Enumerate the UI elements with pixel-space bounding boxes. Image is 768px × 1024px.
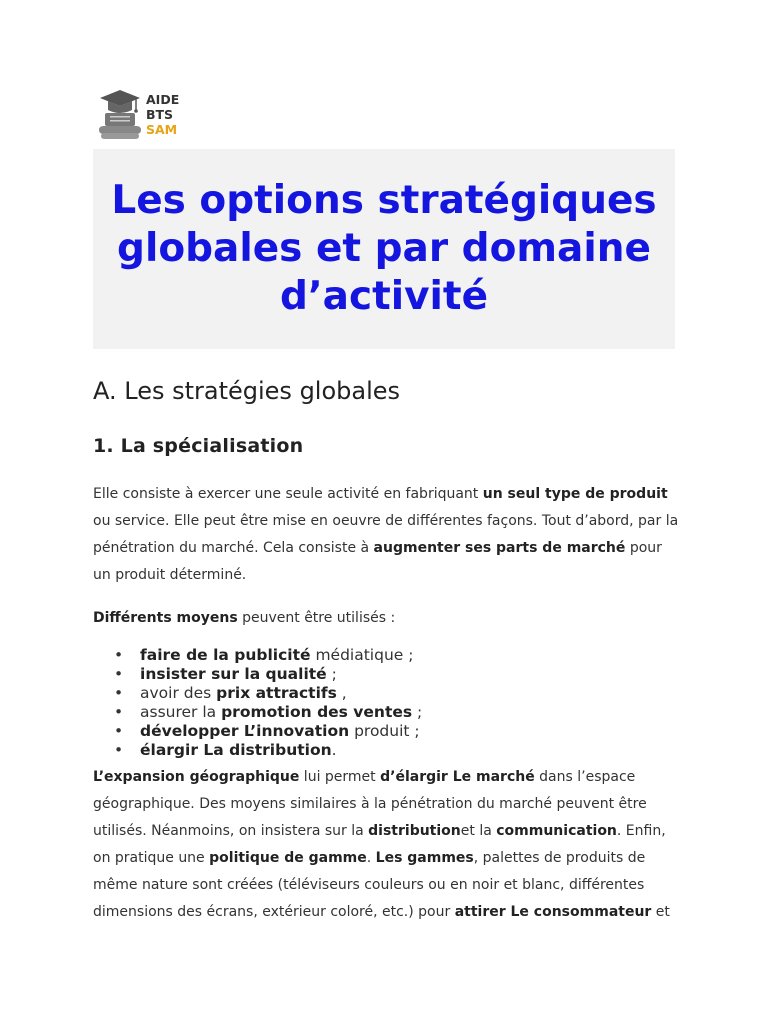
section-heading: A. Les stratégies globales	[93, 377, 401, 405]
paragraph-expansion: L’expansion géographique lui permet d’élargir Le marché dans l’espace géographique. Des moyens similaires à la pénétration du marché peuvent être utilisés. Néanmoins, on insistera sur la distributionet la communication. Enfin, on pratique une politique de gamme. Les gammes, palettes de produits de même nature sont créées (téléviseurs couleurs ou en noir et blanc, différentes dimensions des écrans, extérieur coloré, etc.) pour attirer Le consommateur et	[93, 769, 670, 920]
list-item: • insister sur la qualité ;	[140, 665, 422, 684]
logo-line-1: AIDE	[146, 92, 180, 107]
logo-line-2: BTS	[146, 107, 174, 122]
means-list	[93, 646, 422, 760]
subsection-heading: 1. La spécialisation	[93, 435, 304, 457]
site-logo[interactable]	[96, 86, 196, 144]
list-item: • assurer la promotion des ventes ;	[140, 703, 422, 722]
list-item: • avoir des prix attractifs ,	[140, 684, 422, 703]
list-item: • élargir La distribution.	[140, 741, 422, 760]
graduation-cap-logo-icon	[96, 86, 144, 144]
list-item: • développer L’innovation produit ;	[140, 722, 422, 741]
list-item: • faire de la publicité médiatique ;	[140, 646, 422, 665]
title-banner	[93, 149, 675, 349]
logo-line-3: SAM	[146, 122, 178, 137]
paragraph-specialisation: Elle consiste à exercer une seule activité en fabriquant un seul type de produit ou service. Elle peut être mise en oeuvre de différentes façons. Tout d’abord, par la pénétration du marché. Cela consiste à augmenter ses parts de marché pour un produit déterminé.	[93, 486, 679, 583]
document-title: Les options stratégiques globales et par domaine d’activité	[111, 178, 657, 319]
paragraph-moyens: Différents moyens peuvent être utilisés :	[93, 610, 396, 626]
logo-text	[146, 92, 179, 137]
